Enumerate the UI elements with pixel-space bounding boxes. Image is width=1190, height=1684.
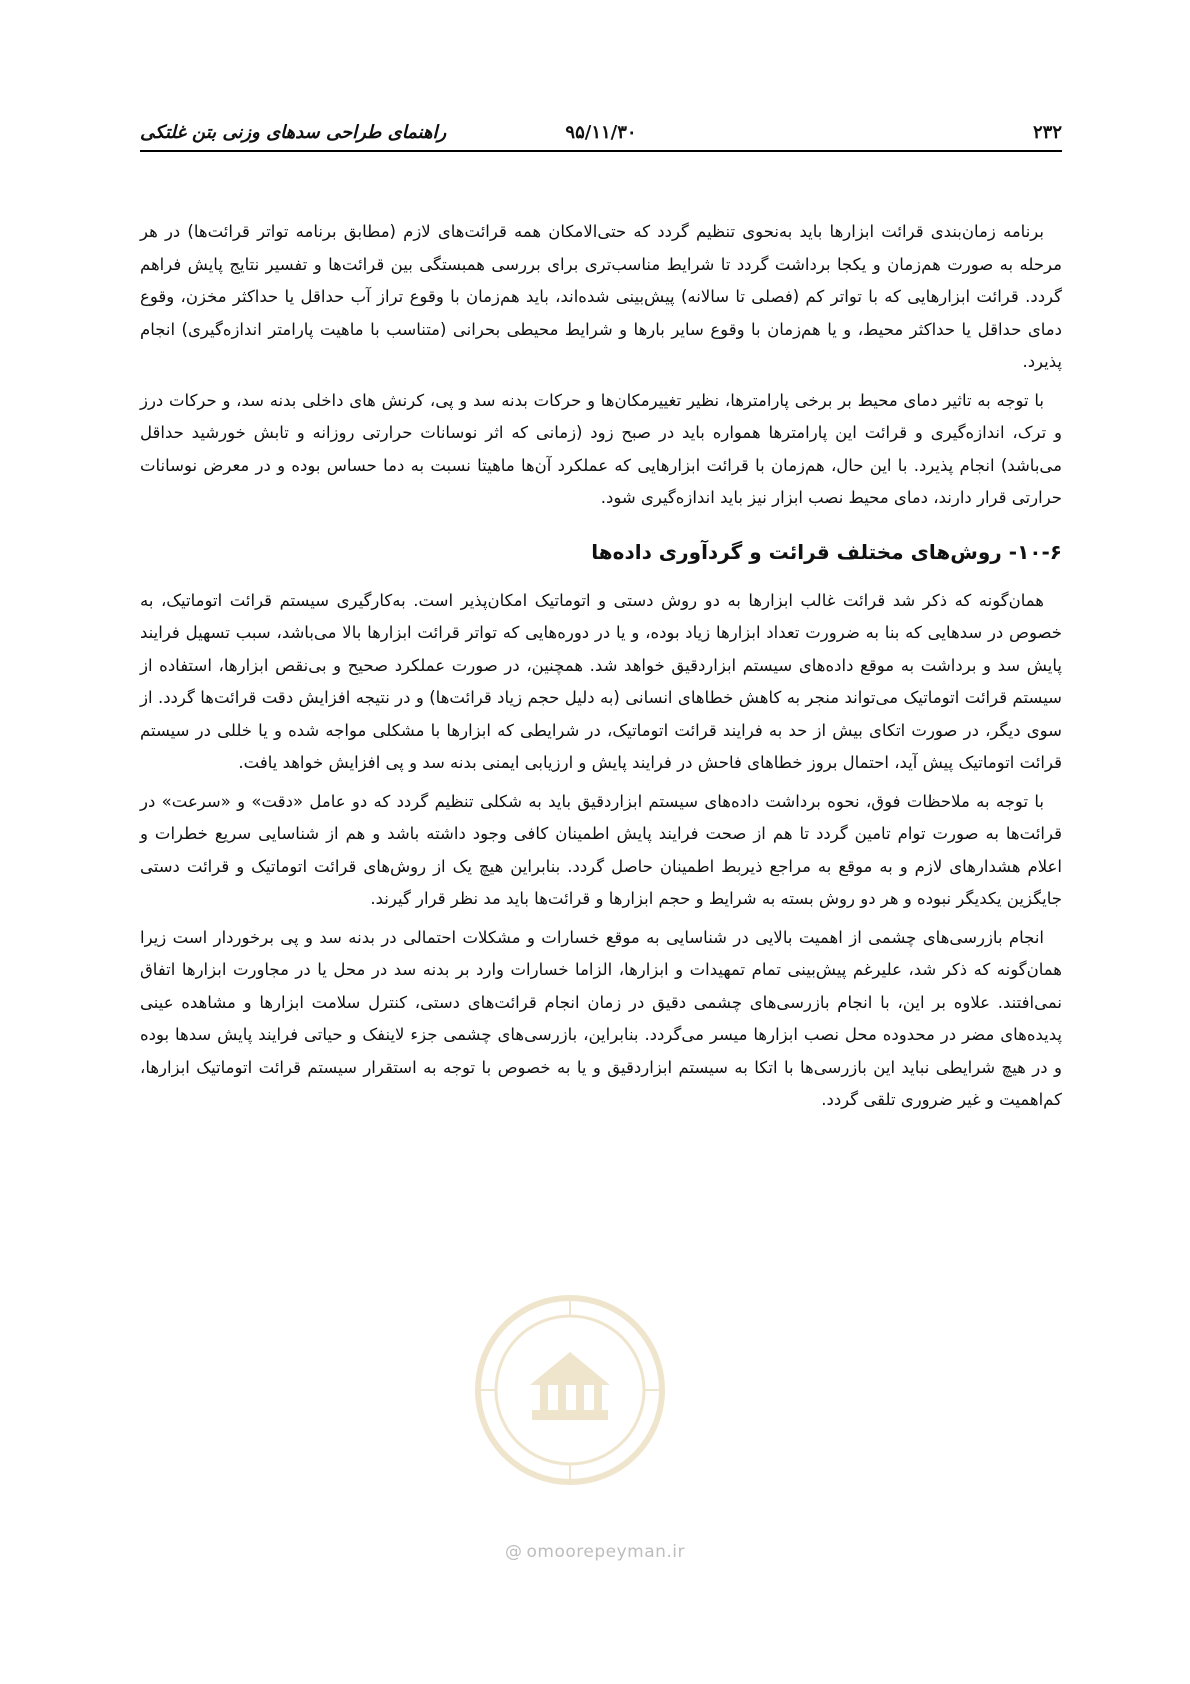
watermark-site: omoorepeyman.ir xyxy=(526,1542,686,1562)
watermark-text xyxy=(480,1542,710,1562)
paragraph: با توجه به ملاحظات فوق، نحوه برداشت داده‌های سیستم ابزاردقیق باید به شکلی تنظیم گردد که دو عامل «دقت» و «سرعت» در قرائت‌ها به صورت توام تامین گردد تا هم از صحت فرایند پایش اطمینان کافی وجود داشته باشد و هم از شناسایی سریع خطرات و اعلام هشدارهای لازم و به موقع به مراجع ذیربط اطمینان حاصل گردد. بنابراین هیچ یک از روش‌های قرائت اتوماتیک و قرائت دستی جایگزین یکدیگر نبوده و هر دو روش بسته به شرایط و حجم ابزارها و قرائت‌ها باید مد نظر قرار گیرند. xyxy=(140,791,1062,908)
paragraph: با توجه به تاثیر دمای محیط بر برخی پارامترها، نظیر تغییرمکان‌ها و حرکات بدنه سد و پی، کرنش های داخلی بدنه سد، و حرکات درز و ترک، اندازه‌گیری و قرائت این پارامترها همواره باید در صبح زود (زمانی که اثر نوسانات حرارتی روزانه و تابش خورشید حداقل می‌باشد) انجام پذیرد. با این حال، هم‌زمان با قرائت ابزارهایی که عملکرد آن‌ها ماهیتا نسبت به دما حساس بوده و در معرض نوسانات حرارتی قرار دارند، دمای محیط نصب ابزار نیز باید اندازه‌گیری شود. xyxy=(140,390,1062,507)
page-header xyxy=(140,120,1062,152)
book-title: راهنمای طراحی سدهای وزنی بتن غلتکی xyxy=(140,122,447,143)
watermark-seal-icon xyxy=(470,1290,670,1490)
at-icon: @ xyxy=(504,1542,523,1562)
section-heading: ۱۰-۶- روش‌های مختلف قرائت و گردآوری داده‌ها xyxy=(591,539,1062,564)
paragraph: همان‌گونه که ذکر شد قرائت غالب ابزارها به دو روش دستی و اتوماتیک امکان‌پذیر است. به‌کارگیری سیستم قرائت اتوماتیک، به خصوص در سدهایی که بنا به ضرورت تعداد ابزارها زیاد بوده، و یا در دوره‌هایی که تواتر قرائت ابزارها بالا می‌باشد، سبب تسهیل فرایند پایش سد و برداشت به موقع داده‌های سیستم ابزاردقیق خواهد شد. همچنین، در صورت عملکرد صحیح و بی‌نقص ابزارها، استفاده از سیستم قرائت اتوماتیک می‌تواند منجر به کاهش خطاهای انسانی (به دلیل حجم زیاد قرائت‌ها) و در نتیجه افزایش دقت قرائت‌ها گردد. از سوی دیگر، در صورت اتکای بیش از حد به فرایند قرائت اتوماتیک، در شرایطی که ابزارها با مشکلی مواجه شده و یا خللی در سیستم قرائت اتوماتیک پیش آید، احتمال بروز خطاهای فاحش در فرایند پایش و ارزیابی ایمنی بدنه سد و پی افزایش خواهد یافت. xyxy=(140,590,1062,772)
page-number: ۲۳۲ xyxy=(1032,122,1062,143)
page-content xyxy=(140,216,1062,1123)
header-date: ۹۵/۱۱/۳۰ xyxy=(565,122,637,143)
paragraph: برنامه زمان‌بندی قرائت ابزارها باید به‌نحوی تنظیم گردد که حتی‌الامکان همه قرائت‌های لازم (مطابق برنامه تواتر قرائت‌ها) در هر مرحله به صورت هم‌زمان و یکجا برداشت گردد تا شرایط مناسب‌تری برای بررسی همبستگی بین قرائت‌ها و تفسیر نتایج پایش فراهم گردد. قرائت ابزارهایی که با تواتر کم (فصلی تا سالانه) پیش‌بینی شده‌اند، باید هم‌زمان با وقوع تراز آب حداقل یا حداکثر مخزن، وقوع دمای حداقل یا حداکثر محیط، و یا هم‌زمان با وقوع سایر بارها و شرایط محیطی بحرانی (متناسب با ماهیت پارامتر اندازه‌گیری) انجام پذیرد. xyxy=(140,222,1062,371)
paragraph: انجام بازرسی‌های چشمی از اهمیت بالایی در شناسایی به موقع خسارات و مشکلات احتمالی در بدنه سد و پی برخوردار است زیرا همان‌گونه که ذکر شد، علیرغم پیش‌بینی تمام تمهیدات و ابزارها، الزاما خسارات وارد بر بدنه سد در محل یا در مجاورت ابزارها اتفاق نمی‌افتند. علاوه بر این، با انجام بازرسی‌های چشمی دقیق در زمان انجام قرائت‌های دستی، کنترل سلامت ابزارها و مشاهده عینی پدیده‌های مضر در محدوده محل نصب ابزارها میسر می‌گردد. بنابراین، بازرسی‌های چشمی جزء لاینفک و حیاتی فرایند پایش سدها بوده و در هیچ شرایطی نباید این بازرسی‌ها با اتکا به سیستم ابزاردقیق و یا به خصوص با توجه به استقرار سیستم قرائت اتوماتیک ابزارها، کم‌اهمیت و غیر ضروری تلقی گردد. xyxy=(140,927,1062,1109)
